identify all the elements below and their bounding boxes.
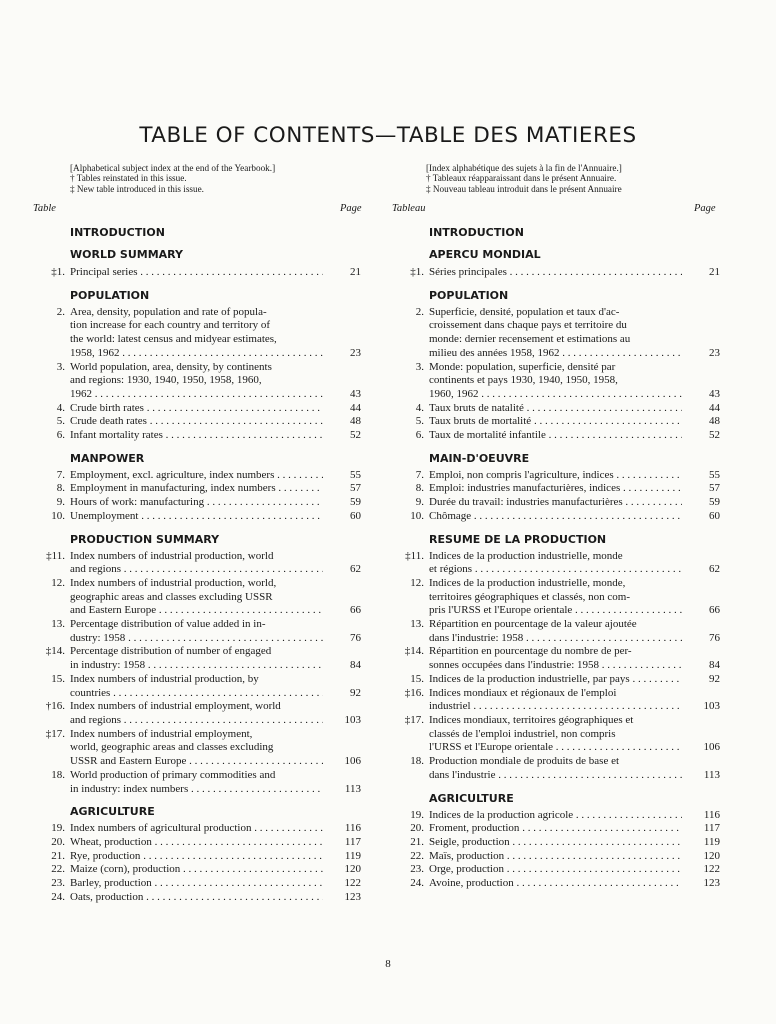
section-heading: PRODUCTION SUMMARY bbox=[70, 532, 220, 546]
page-ref: 23 bbox=[709, 346, 720, 359]
entry-number: 9. bbox=[56, 496, 65, 509]
entry-title-line: Indices de la production industrielle, par pays . . . bbox=[429, 673, 682, 687]
entry-title bbox=[429, 877, 682, 891]
entry-title-line: and regions: 1930, 1940, 1950, 1958, 1960, bbox=[70, 374, 262, 387]
toc-entry bbox=[392, 306, 722, 361]
entry-title bbox=[70, 306, 323, 361]
toc-entry bbox=[33, 482, 363, 496]
contents-column-english bbox=[33, 226, 363, 904]
entry-title-line: classés de l'emploi industriel, non compris bbox=[429, 727, 616, 740]
entry-title-line: Répartition en pourcentage de la valeur ajoutée bbox=[429, 618, 637, 631]
entry-title-line: Indices de la production agricole . . . bbox=[429, 809, 682, 823]
entry-number: 12. bbox=[410, 576, 424, 589]
entry-number: 22. bbox=[51, 863, 65, 876]
entry-title bbox=[70, 863, 323, 877]
toc-entry bbox=[392, 645, 722, 672]
page-ref: 48 bbox=[709, 415, 720, 428]
entry-number: 18. bbox=[410, 755, 424, 768]
entry-title-line: Oats, production . . . bbox=[70, 891, 323, 905]
page-ref: 119 bbox=[344, 849, 361, 862]
toc-entry bbox=[392, 673, 722, 687]
note-line: [Index alphabétique des sujets à la fin de l'Annuaire.] bbox=[426, 163, 622, 173]
entry-number: 20. bbox=[51, 835, 65, 848]
entry-number: ‡11. bbox=[405, 549, 424, 562]
toc-entry bbox=[33, 877, 363, 891]
toc-entry bbox=[392, 618, 722, 645]
page-ref: 116 bbox=[703, 808, 720, 821]
toc-entry bbox=[33, 577, 363, 618]
entry-title bbox=[429, 510, 682, 524]
page-ref: 113 bbox=[344, 782, 361, 795]
entry-title-line: dans l'industrie . . . bbox=[429, 769, 682, 783]
note-line: † Tableaux réapparaissant dans le présent Annuaire. bbox=[426, 173, 617, 184]
page-ref: 60 bbox=[350, 509, 361, 522]
entry-title-line: Taux bruts de natalité . . . bbox=[429, 402, 682, 416]
entry-number: 13. bbox=[51, 618, 65, 631]
page-ref: 84 bbox=[709, 659, 720, 672]
page-ref: 57 bbox=[709, 482, 720, 495]
entry-number: ‡1. bbox=[410, 266, 424, 278]
entry-title bbox=[429, 415, 682, 429]
entry-title bbox=[70, 850, 323, 864]
section-heading: AGRICULTURE bbox=[70, 805, 155, 819]
entry-title-line: Area, density, population and rate of popula- bbox=[70, 305, 267, 318]
entry-title-line: industriel . . . bbox=[429, 700, 682, 714]
column-header-page-right: Page bbox=[694, 203, 716, 214]
toc-entry bbox=[33, 645, 363, 672]
toc-entry bbox=[33, 822, 363, 836]
toc-entry bbox=[392, 687, 722, 714]
entry-number: 4. bbox=[415, 401, 424, 414]
page-ref: 92 bbox=[709, 672, 720, 685]
page-ref: 92 bbox=[350, 686, 361, 699]
page-ref: 52 bbox=[350, 429, 361, 442]
page-ref: 21 bbox=[709, 266, 720, 278]
page-ref: 116 bbox=[344, 822, 361, 835]
entry-title bbox=[429, 361, 682, 402]
entry-title-line: world, geographic areas and classes excluding bbox=[70, 741, 274, 754]
entry-title-line: World production of primary commodities and bbox=[70, 768, 276, 781]
entry-title-line: 1962 . . . bbox=[70, 388, 323, 402]
entry-title-line: Unemployment . . . bbox=[70, 510, 323, 524]
entry-title bbox=[70, 496, 323, 510]
entry-title-line: dustry: 1958 . . . bbox=[70, 632, 323, 646]
section-heading: POPULATION bbox=[429, 288, 509, 302]
entry-title-line: Seigle, production . . . bbox=[429, 836, 682, 850]
entry-title-line: Indices de la production industrielle, monde, bbox=[429, 576, 626, 589]
entry-number: 8. bbox=[56, 482, 65, 495]
entry-title-line: Crude birth rates . . . bbox=[70, 402, 323, 416]
entry-title bbox=[429, 402, 682, 416]
entry-title-line: and regions . . . bbox=[70, 563, 323, 577]
entry-title bbox=[70, 822, 323, 836]
entry-title-line: Indices de la production industrielle, monde bbox=[429, 549, 623, 562]
page-ref: 103 bbox=[344, 713, 361, 726]
column-header-tableau: Tableau bbox=[392, 203, 426, 214]
page-ref: 117 bbox=[703, 822, 720, 835]
toc-entry bbox=[33, 863, 363, 877]
entry-title bbox=[429, 429, 682, 443]
toc-entry bbox=[33, 469, 363, 483]
entry-title-line: the world: latest census and midyear estimates, bbox=[70, 333, 277, 346]
entry-title-line: in industry: 1958 . . . bbox=[70, 659, 323, 673]
entry-title bbox=[429, 618, 682, 645]
entry-number: 23. bbox=[410, 863, 424, 876]
entry-title bbox=[429, 673, 682, 687]
toc-entry bbox=[33, 266, 363, 280]
entry-number: 19. bbox=[410, 808, 424, 821]
entry-title-line: and Eastern Europe . . . bbox=[70, 604, 323, 618]
entry-title-line: Index numbers of industrial production, world, bbox=[70, 576, 277, 589]
column-header-table: Table bbox=[33, 203, 56, 214]
entry-title-line: Superficie, densité, population et taux d'ac- bbox=[429, 305, 620, 318]
entry-title-line: Infant mortality rates . . . bbox=[70, 429, 323, 443]
entry-title-line: Emploi, non compris l'agriculture, indices . . . bbox=[429, 469, 682, 483]
toc-entry bbox=[392, 415, 722, 429]
page-ref: 59 bbox=[350, 496, 361, 509]
entry-number: 2. bbox=[415, 305, 424, 318]
entry-title-line: Séries principales . . . bbox=[429, 266, 682, 280]
entry-title-line: Index numbers of agricultural production . . . bbox=[70, 822, 323, 836]
entry-title-line: continents et pays 1930, 1940, 1950, 1958, bbox=[429, 374, 618, 387]
entry-title-line: Rye, production . . . bbox=[70, 850, 323, 864]
section-heading: POPULATION bbox=[70, 288, 150, 302]
toc-entry bbox=[33, 429, 363, 443]
entry-title-line: countries . . . bbox=[70, 687, 323, 701]
page-ref: 120 bbox=[344, 863, 361, 876]
entry-title bbox=[70, 510, 323, 524]
entry-title-line: Production mondiale de produits de base et bbox=[429, 755, 620, 768]
entry-title-line: Froment, production . . . bbox=[429, 822, 682, 836]
entry-title bbox=[429, 482, 682, 496]
entry-title-line: pris l'URSS et l'Europe orientale . . . bbox=[429, 604, 682, 618]
entry-number: 24. bbox=[410, 877, 424, 890]
page-title: TABLE OF CONTENTS—TABLE DES MATIERES bbox=[139, 123, 637, 148]
entry-title-line: World population, area, density, by continents bbox=[70, 360, 272, 373]
toc-entry bbox=[33, 769, 363, 796]
entry-title-line: and regions . . . bbox=[70, 714, 323, 728]
page-ref: 76 bbox=[350, 631, 361, 644]
toc-entry bbox=[33, 510, 363, 524]
page-ref: 21 bbox=[350, 266, 361, 278]
entry-title bbox=[70, 469, 323, 483]
entry-title-line: Maïs, production . . . bbox=[429, 850, 682, 864]
entry-title-line: Barley, production . . . bbox=[70, 877, 323, 891]
toc-entry bbox=[392, 550, 722, 577]
section-heading: MAIN-D'OEUVRE bbox=[429, 451, 530, 465]
section-heading: WORLD SUMMARY bbox=[70, 248, 184, 261]
entry-title-line: milieu des années 1958, 1962 . . . bbox=[429, 347, 682, 361]
toc-entry bbox=[33, 361, 363, 402]
entry-title bbox=[70, 550, 323, 577]
toc-entry bbox=[392, 863, 722, 877]
toc-entry bbox=[33, 496, 363, 510]
entry-title-line: Index numbers of industrial production, world bbox=[70, 549, 274, 562]
entry-title bbox=[70, 645, 323, 672]
page-ref: 43 bbox=[709, 387, 720, 400]
section-heading: INTRODUCTION bbox=[429, 226, 524, 239]
page-ref: 122 bbox=[703, 863, 720, 876]
entry-title bbox=[70, 700, 323, 727]
entry-number: 6. bbox=[56, 429, 65, 442]
entry-title bbox=[429, 469, 682, 483]
entry-title-line: Emploi: industries manufacturières, indices . . . bbox=[429, 482, 682, 496]
entry-title-line: sonnes occupées dans l'industrie: 1958 . . . bbox=[429, 659, 682, 673]
page-ref: 84 bbox=[350, 659, 361, 672]
entry-number: 3. bbox=[415, 360, 424, 373]
page-ref: 48 bbox=[350, 415, 361, 428]
page-ref: 62 bbox=[350, 563, 361, 576]
entry-number: ‡14. bbox=[45, 645, 65, 658]
toc-entry bbox=[392, 850, 722, 864]
entry-number: 18. bbox=[51, 768, 65, 781]
entry-title-line: USSR and Eastern Europe . . . bbox=[70, 755, 323, 769]
entry-title bbox=[429, 809, 682, 823]
page-ref: 123 bbox=[344, 890, 361, 903]
entry-title-line: Avoine, production . . . bbox=[429, 877, 682, 891]
entry-title-line: territoires géographiques et classés, non com- bbox=[429, 590, 630, 603]
entry-number: 13. bbox=[410, 618, 424, 631]
toc-entry bbox=[392, 836, 722, 850]
entry-number: 5. bbox=[415, 415, 424, 428]
entry-title-line: Index numbers of industrial employment, world bbox=[70, 700, 281, 713]
entry-title-line: tion increase for each country and territory of bbox=[70, 319, 271, 332]
section-heading: INTRODUCTION bbox=[70, 226, 165, 239]
entry-number: ‡17. bbox=[45, 727, 65, 740]
entry-title-line: Taux bruts de mortalité . . . bbox=[429, 415, 682, 429]
page-ref: 52 bbox=[709, 429, 720, 442]
toc-entry bbox=[392, 482, 722, 496]
toc-entry bbox=[33, 415, 363, 429]
note-line: ‡ New table introduced in this issue. bbox=[70, 183, 204, 194]
entry-number: 20. bbox=[410, 822, 424, 835]
entry-number: 7. bbox=[56, 468, 65, 481]
note-line: [Alphabetical subject index at the end of the Yearbook.] bbox=[70, 163, 276, 173]
entry-title bbox=[70, 577, 323, 618]
entry-title-line: Index numbers of industrial employment, bbox=[70, 727, 253, 740]
entry-number: ‡14. bbox=[404, 645, 424, 658]
entry-title-line: Taux de mortalité infantile . . . bbox=[429, 429, 682, 443]
entry-title-line: et régions . . . bbox=[429, 563, 682, 577]
toc-entry bbox=[392, 361, 722, 402]
entry-number: 23. bbox=[51, 877, 65, 890]
entry-title-line: Durée du travail: industries manufacturières . . . bbox=[429, 496, 682, 510]
page-ref: 23 bbox=[350, 346, 361, 359]
entry-number: 9. bbox=[415, 496, 424, 509]
entry-title-line: Wheat, production . . . bbox=[70, 836, 323, 850]
entry-title-line: Employment, excl. agriculture, index numbers . . . bbox=[70, 469, 323, 483]
entry-title bbox=[429, 755, 682, 782]
entry-title bbox=[429, 645, 682, 672]
entry-number: 8. bbox=[415, 482, 424, 495]
entry-title bbox=[70, 482, 323, 496]
entry-number: 3. bbox=[56, 360, 65, 373]
toc-entry bbox=[33, 306, 363, 361]
entry-title bbox=[429, 822, 682, 836]
toc-entry bbox=[392, 469, 722, 483]
entry-title-line: Percentage distribution of value added in in- bbox=[70, 618, 266, 631]
toc-entry bbox=[392, 809, 722, 823]
entry-title bbox=[429, 496, 682, 510]
entry-title bbox=[70, 266, 323, 280]
page-ref: 43 bbox=[350, 387, 361, 400]
entry-title bbox=[429, 550, 682, 577]
entry-title bbox=[429, 577, 682, 618]
entry-title bbox=[429, 863, 682, 877]
entry-title-line: Indices mondiaux et régionaux de l'emploi bbox=[429, 686, 617, 699]
toc-entry bbox=[33, 618, 363, 645]
entry-title bbox=[70, 877, 323, 891]
page-ref: 113 bbox=[703, 768, 720, 781]
entry-number: 5. bbox=[56, 415, 65, 428]
entry-title-line: croissement dans chaque pays et territoire du bbox=[429, 319, 627, 332]
page-ref: 123 bbox=[703, 877, 720, 890]
toc-entry bbox=[392, 755, 722, 782]
entry-title bbox=[429, 836, 682, 850]
entry-title-line: in industry: index numbers . . . bbox=[70, 783, 323, 797]
entry-title bbox=[429, 266, 682, 280]
page-ref: 55 bbox=[350, 468, 361, 481]
entry-title bbox=[70, 618, 323, 645]
entry-title-line: Principal series . . . bbox=[70, 266, 323, 280]
toc-entry bbox=[392, 266, 722, 280]
entry-number: 24. bbox=[51, 890, 65, 903]
entry-title-line: l'URSS et l'Europe orientale . . . bbox=[429, 741, 682, 755]
toc-entry bbox=[392, 402, 722, 416]
entry-title bbox=[70, 415, 323, 429]
page-number: 8 bbox=[385, 958, 391, 970]
entry-number: †16. bbox=[45, 700, 65, 713]
toc-entry bbox=[33, 850, 363, 864]
entry-number: 21. bbox=[51, 849, 65, 862]
entry-title-line: Orge, production . . . bbox=[429, 863, 682, 877]
entry-number: 12. bbox=[51, 576, 65, 589]
entry-number: 15. bbox=[51, 672, 65, 685]
page-ref: 103 bbox=[703, 700, 720, 713]
entry-number: ‡16. bbox=[404, 686, 424, 699]
toc-entry bbox=[33, 891, 363, 905]
notes-right bbox=[426, 163, 622, 194]
page-ref: 62 bbox=[709, 563, 720, 576]
page-ref: 55 bbox=[709, 468, 720, 481]
entry-number: 7. bbox=[415, 468, 424, 481]
page-ref: 44 bbox=[709, 401, 720, 414]
note-line: † Tables reinstated in this issue. bbox=[70, 173, 187, 184]
toc-entry bbox=[33, 673, 363, 700]
toc-entry bbox=[33, 728, 363, 769]
entry-title-line: 1958, 1962 . . . bbox=[70, 347, 323, 361]
page-ref: 66 bbox=[709, 604, 720, 617]
entry-title bbox=[70, 769, 323, 796]
section-heading: RESUME DE LA PRODUCTION bbox=[429, 532, 607, 546]
page-ref: 57 bbox=[350, 482, 361, 495]
entry-number: 4. bbox=[56, 401, 65, 414]
entry-title-line: Percentage distribution of number of engaged bbox=[70, 645, 272, 658]
entry-number: 2. bbox=[56, 305, 65, 318]
entry-title-line: Employment in manufacturing, index numbers . . . bbox=[70, 482, 323, 496]
entry-number: 6. bbox=[415, 429, 424, 442]
toc-entry bbox=[392, 429, 722, 443]
toc-entry bbox=[392, 496, 722, 510]
entry-title bbox=[429, 687, 682, 714]
entry-number: ‡11. bbox=[46, 549, 65, 562]
section-heading: MANPOWER bbox=[70, 451, 145, 465]
entry-title bbox=[70, 728, 323, 769]
column-header-page-left: Page bbox=[340, 203, 362, 214]
entry-number: 10. bbox=[410, 509, 424, 522]
section-heading: APERCU MONDIAL bbox=[429, 248, 541, 261]
entry-title bbox=[70, 429, 323, 443]
entry-number: ‡17. bbox=[404, 713, 424, 726]
entry-title bbox=[429, 306, 682, 361]
page-ref: 122 bbox=[344, 877, 361, 890]
contents-column-french bbox=[392, 226, 722, 891]
toc-entry bbox=[392, 577, 722, 618]
notes-left bbox=[70, 163, 275, 194]
entry-number: 21. bbox=[410, 835, 424, 848]
page-ref: 106 bbox=[703, 741, 720, 754]
entry-number: 15. bbox=[410, 672, 424, 685]
toc-entry bbox=[392, 822, 722, 836]
entry-title-line: Monde: population, superficie, densité par bbox=[429, 360, 616, 373]
toc-entry bbox=[392, 714, 722, 755]
entry-title-line: Indices mondiaux, territoires géographiques et bbox=[429, 713, 634, 726]
entry-title-line: 1960, 1962 . . . bbox=[429, 388, 682, 402]
entry-title bbox=[70, 361, 323, 402]
page-ref: 44 bbox=[350, 401, 361, 414]
entry-title-line: geographic areas and classes excluding USSR bbox=[70, 590, 273, 603]
toc-entry bbox=[33, 700, 363, 727]
entry-title-line: Chômage . . . bbox=[429, 510, 682, 524]
toc-entry bbox=[33, 550, 363, 577]
toc-entry bbox=[392, 877, 722, 891]
section-heading: AGRICULTURE bbox=[429, 791, 514, 805]
toc-entry bbox=[33, 836, 363, 850]
note-line: ‡ Nouveau tableau introduit dans le présent Annuaire bbox=[426, 183, 622, 194]
page-ref: 60 bbox=[709, 509, 720, 522]
page-ref: 76 bbox=[709, 631, 720, 644]
entry-title-line: monde: dernier recensement et estimations au bbox=[429, 333, 631, 346]
entry-title-line: Répartition en pourcentage du nombre de per- bbox=[429, 645, 632, 658]
page-ref: 119 bbox=[703, 835, 720, 848]
entry-number: 10. bbox=[51, 509, 65, 522]
toc-entry bbox=[392, 510, 722, 524]
entry-title-line: Maize (corn), production . . . bbox=[70, 863, 323, 877]
page-ref: 59 bbox=[709, 496, 720, 509]
toc-entry bbox=[33, 402, 363, 416]
entry-title-line: Index numbers of industrial production, by bbox=[70, 672, 259, 685]
entry-title bbox=[429, 714, 682, 755]
entry-title bbox=[429, 850, 682, 864]
entry-title bbox=[70, 402, 323, 416]
entry-number: 19. bbox=[51, 822, 65, 835]
entry-number: ‡1. bbox=[51, 266, 65, 278]
entry-title-line: dans l'industrie: 1958 . . . bbox=[429, 632, 682, 646]
page-ref: 66 bbox=[350, 604, 361, 617]
entry-title bbox=[70, 673, 323, 700]
page-ref: 106 bbox=[344, 755, 361, 768]
entry-title bbox=[70, 836, 323, 850]
entry-number: 22. bbox=[410, 849, 424, 862]
page-ref: 120 bbox=[703, 849, 720, 862]
page-ref: 117 bbox=[344, 835, 361, 848]
entry-title-line: Crude death rates . . . bbox=[70, 415, 323, 429]
entry-title-line: Hours of work: manufacturing . . . bbox=[70, 496, 323, 510]
entry-title bbox=[70, 891, 323, 905]
